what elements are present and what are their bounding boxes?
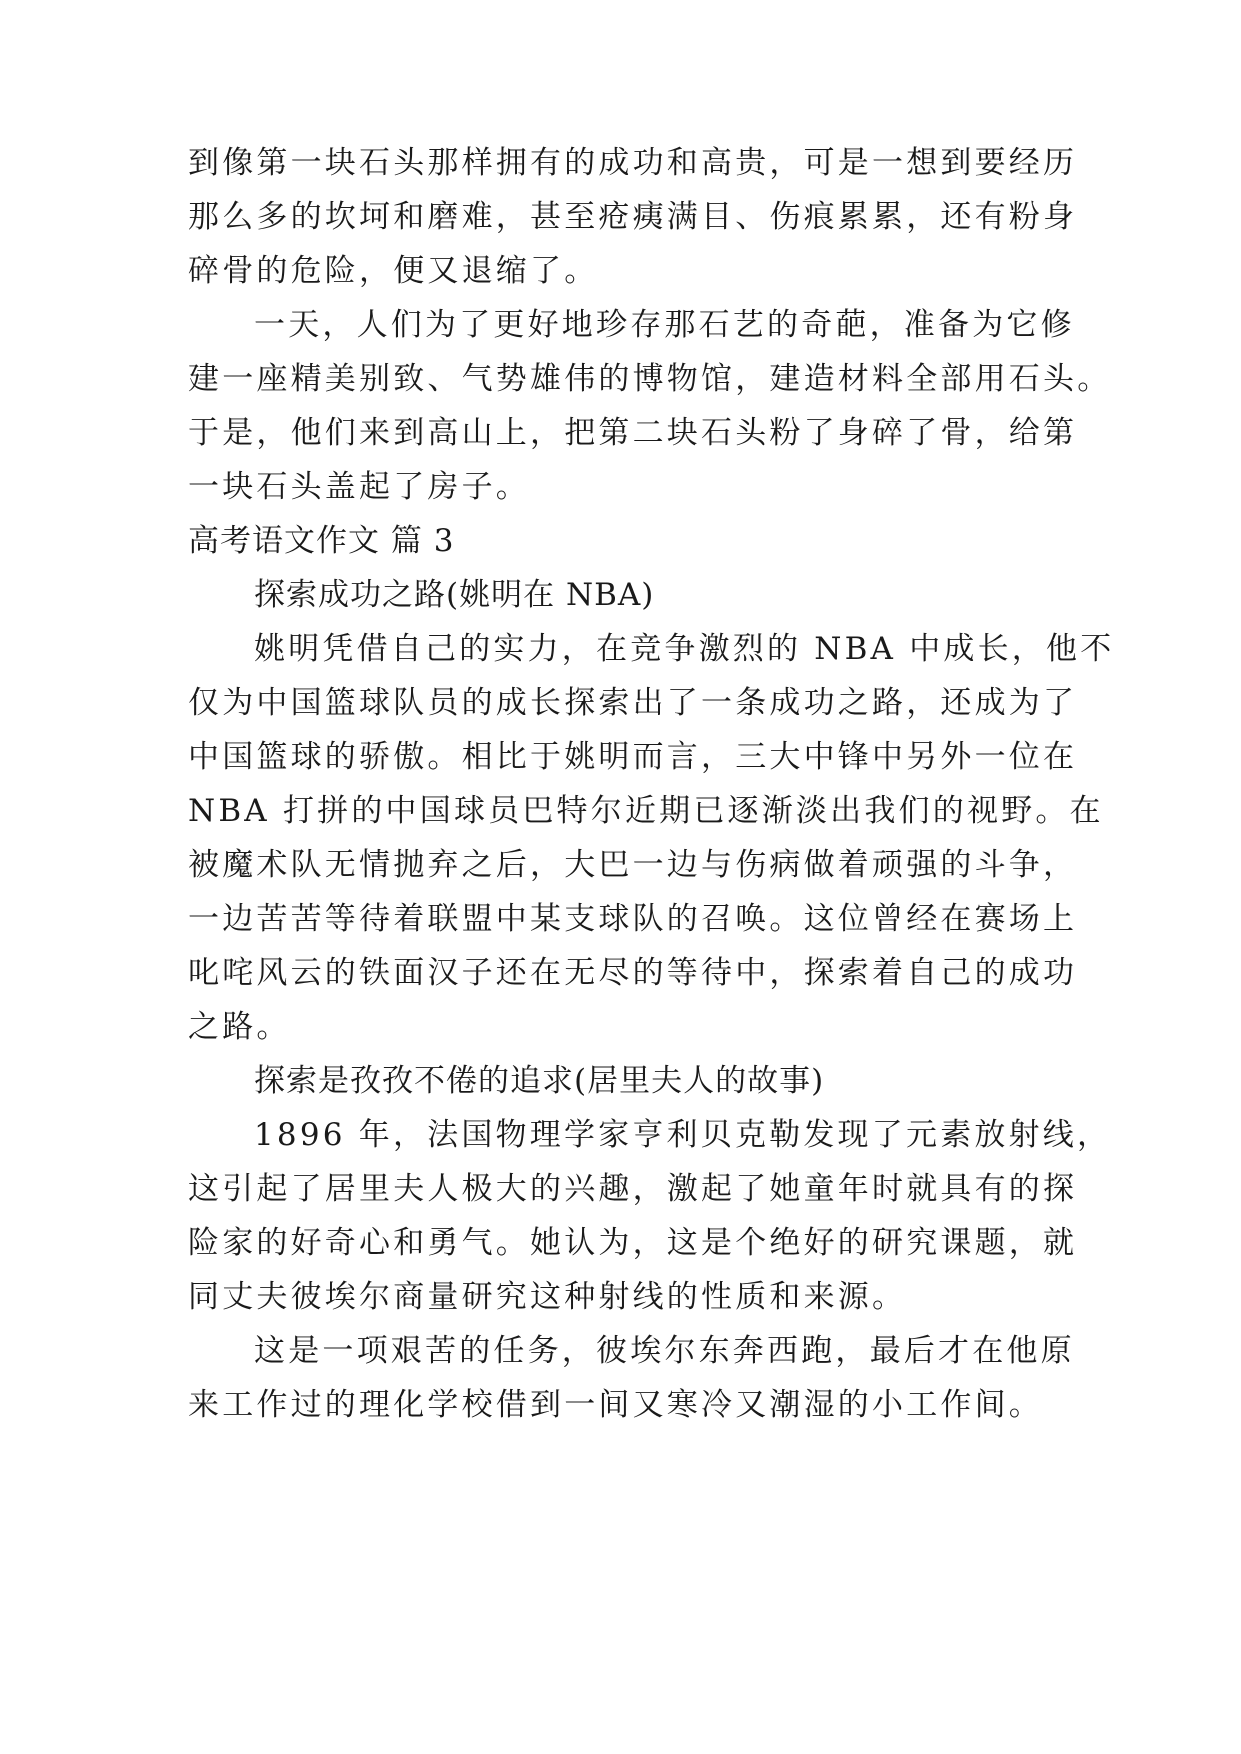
text-line: 仅为中国篮球队员的成长探索出了一条成功之路，还成为了 <box>188 685 1078 721</box>
paragraph-start-line: 姚明凭借自己的实力，在竞争激烈的 NBA 中成长，他不 <box>254 631 1115 667</box>
text-line: 叱咤风云的铁面汉子还在无尽的等待中，探索着自己的成功 <box>188 955 1078 991</box>
text-line: 碎骨的危险，便又退缩了。 <box>188 253 599 289</box>
subsection-title: 探索是孜孜不倦的追求(居里夫人的故事) <box>254 1063 825 1099</box>
text-line: 之路。 <box>188 1009 291 1045</box>
text-line: 这引起了居里夫人极大的兴趣，激起了她童年时就具有的探 <box>188 1171 1078 1207</box>
text-line: 中国篮球的骄傲。相比于姚明而言，三大中锋中另外一位在 <box>188 739 1078 775</box>
paragraph-start-line: 一天，人们为了更好地珍存那石艺的奇葩，准备为它修 <box>254 307 1075 343</box>
section-heading: 高考语文作文 篇 3 <box>188 523 455 559</box>
text-line: NBA 打拼的中国球员巴特尔近期已逐渐淡出我们的视野。在 <box>188 793 1104 829</box>
text-line: 一边苦苦等待着联盟中某支球队的召唤。这位曾经在赛场上 <box>188 901 1078 937</box>
paragraph-start-line: 1896 年，法国物理学家亨利贝克勒发现了元素放射线， <box>254 1117 1112 1153</box>
text-line: 一块石头盖起了房子。 <box>188 469 530 505</box>
text-line: 险家的好奇心和勇气。她认为，这是个绝好的研究课题，就 <box>188 1225 1078 1261</box>
text-line: 于是，他们来到高山上，把第二块石头粉了身碎了骨，给第 <box>188 415 1078 451</box>
text-line: 来工作过的理化学校借到一间又寒冷又潮湿的小工作间。 <box>188 1387 1043 1423</box>
text-line: 建一座精美别致、气势雄伟的博物馆，建造材料全部用石头。 <box>188 361 1112 397</box>
subsection-title: 探索成功之路(姚明在 NBA) <box>254 577 655 613</box>
text-line: 那么多的坎坷和磨难，甚至疮痍满目、伤痕累累，还有粉身 <box>188 199 1078 235</box>
text-line: 到像第一块石头那样拥有的成功和高贵，可是一想到要经历 <box>188 145 1078 181</box>
text-line: 被魔术队无情抛弃之后，大巴一边与伤病做着顽强的斗争， <box>188 847 1078 883</box>
paragraph-start-line: 这是一项艰苦的任务，彼埃尔东奔西跑，最后才在他原 <box>254 1333 1075 1369</box>
text-line: 同丈夫彼埃尔商量研究这种射线的性质和来源。 <box>188 1279 907 1315</box>
